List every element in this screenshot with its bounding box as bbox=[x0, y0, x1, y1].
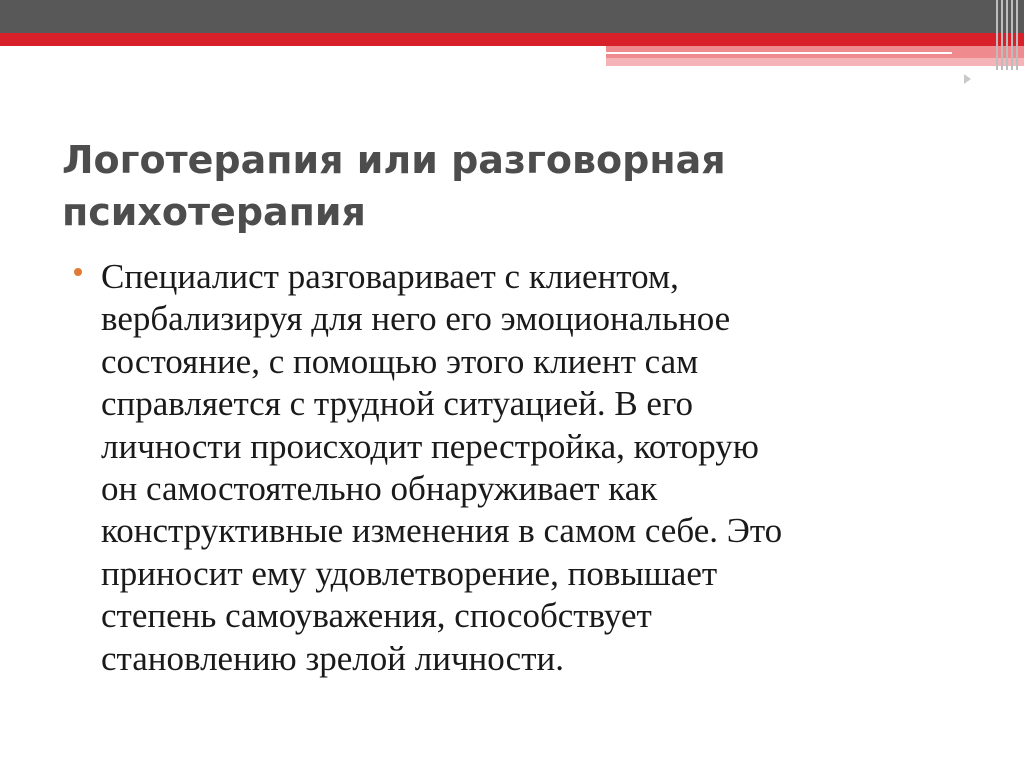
bullet-text-line: конструктивные изменения в самом себе. Это bbox=[101, 511, 783, 551]
bullet-text-line: Специалист разговаривает с клиентом, bbox=[101, 257, 679, 296]
bullet-text-line: становлению зрелой личности. bbox=[101, 638, 564, 678]
bullet-text-line: он самостоятельно обнаруживает как bbox=[101, 469, 658, 509]
chevron-right-icon bbox=[964, 74, 971, 84]
header-band-pink-light bbox=[606, 58, 1024, 66]
bullet-text bbox=[101, 256, 981, 680]
bullet-text-line: приносит ему удовлетворение, повышает bbox=[101, 553, 718, 593]
bullet-text-line: личности происходит перестройка, которую bbox=[101, 426, 759, 466]
bullet-text-line: состояние, с помощью этого клиент сам bbox=[101, 341, 699, 381]
bullet-text-line: степень самоуважения, способствует bbox=[101, 596, 652, 636]
decorative-stripes bbox=[994, 0, 1024, 70]
bullet-text-line: вербализируя для него его эмоциональное bbox=[101, 299, 731, 339]
slide-title-line: психотерапия bbox=[62, 190, 366, 234]
header-band-divider bbox=[606, 52, 952, 54]
slide-title bbox=[62, 134, 962, 238]
bullet-dot-icon bbox=[74, 268, 82, 276]
header-band-red bbox=[0, 33, 1024, 46]
header-band-gray bbox=[0, 0, 1024, 33]
slide-title-line: Логотерапия или разговорная bbox=[62, 138, 726, 182]
bullet-text-line: справляется с трудной ситуацией. В его bbox=[101, 384, 693, 424]
